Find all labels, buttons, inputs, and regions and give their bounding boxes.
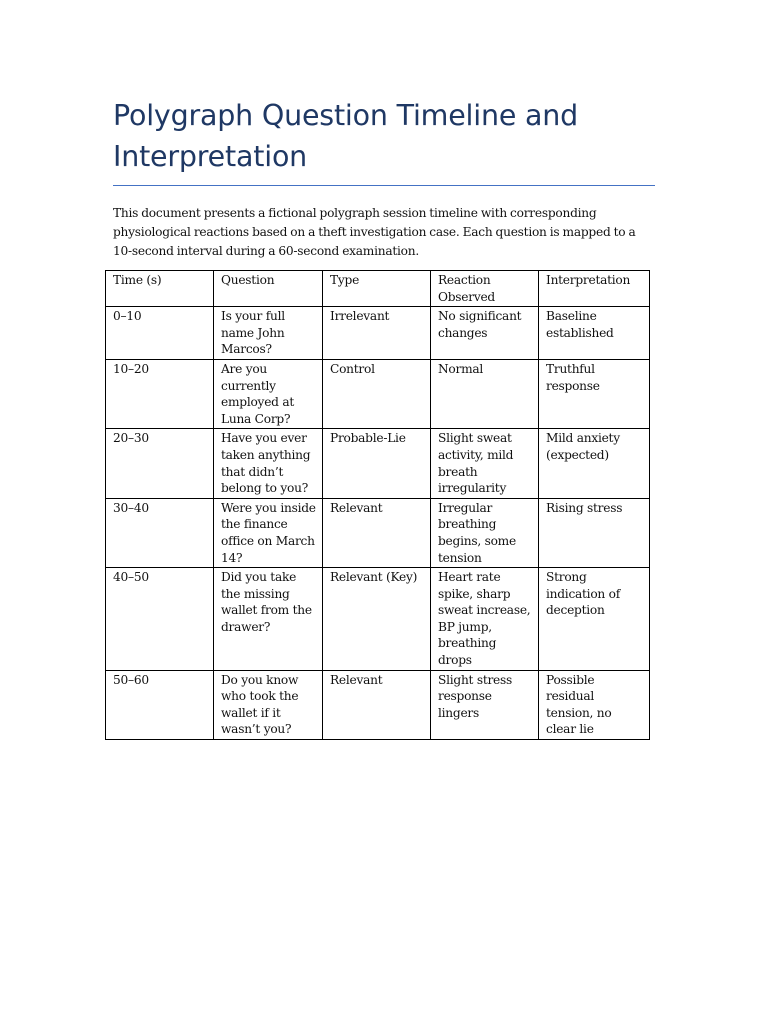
cell-question: Is your full name John Marcos? [214,307,323,360]
cell-reaction: Slight stress response lingers [431,670,539,739]
table-row [106,359,650,428]
cell-time: 30–40 [106,498,214,567]
cell-interpretation: Baseline established [539,307,650,360]
cell-reaction: No significant changes [431,307,539,360]
table-row [106,568,650,671]
cell-question: Were you inside the finance office on March 14? [214,498,323,567]
cell-interpretation: Possible residual tension, no clear lie [539,670,650,739]
table-header-row [106,271,650,307]
cell-interpretation: Strong indication of deception [539,568,650,671]
table-row [106,670,650,739]
intro-paragraph: This document presents a fictional polygraph session timeline with corresponding physiological reactions based on a theft investigation case. Each question is mapped to a 10-second interval during a 60-second examination. [113,206,636,258]
cell-time: 40–50 [106,568,214,671]
polygraph-timeline-table [105,270,650,740]
cell-time: 20–30 [106,429,214,498]
header-time: Time (s) [106,271,214,307]
document-page [113,95,655,261]
cell-type: Relevant [323,670,431,739]
header-type: Type [323,271,431,307]
cell-reaction: Heart rate spike, sharp sweat increase, BP jump, breathing drops [431,568,539,671]
cell-reaction: Irregular breathing begins, some tension [431,498,539,567]
cell-type: Control [323,359,431,428]
header-question: Question [214,271,323,307]
cell-interpretation: Truthful response [539,359,650,428]
cell-interpretation: Rising stress [539,498,650,567]
cell-type: Relevant (Key) [323,568,431,671]
cell-reaction: Normal [431,359,539,428]
cell-question: Did you take the missing wallet from the drawer? [214,568,323,671]
cell-type: Relevant [323,498,431,567]
header-reaction: Reaction Observed [431,271,539,307]
cell-question: Do you know who took the wallet if it wasn’t you? [214,670,323,739]
header-interpretation: Interpretation [539,271,650,307]
table-row [106,307,650,360]
table-row [106,429,650,498]
cell-question: Are you currently employed at Luna Corp? [214,359,323,428]
table-row [106,498,650,567]
cell-type: Probable-Lie [323,429,431,498]
cell-time: 0–10 [106,307,214,360]
cell-question: Have you ever taken anything that didn’t belong to you? [214,429,323,498]
cell-time: 10–20 [106,359,214,428]
cell-reaction: Slight sweat activity, mild breath irregularity [431,429,539,498]
cell-type: Irrelevant [323,307,431,360]
cell-interpretation: Mild anxiety (expected) [539,429,650,498]
document-title: Polygraph Question Timeline and Interpretation [113,95,655,186]
cell-time: 50–60 [106,670,214,739]
